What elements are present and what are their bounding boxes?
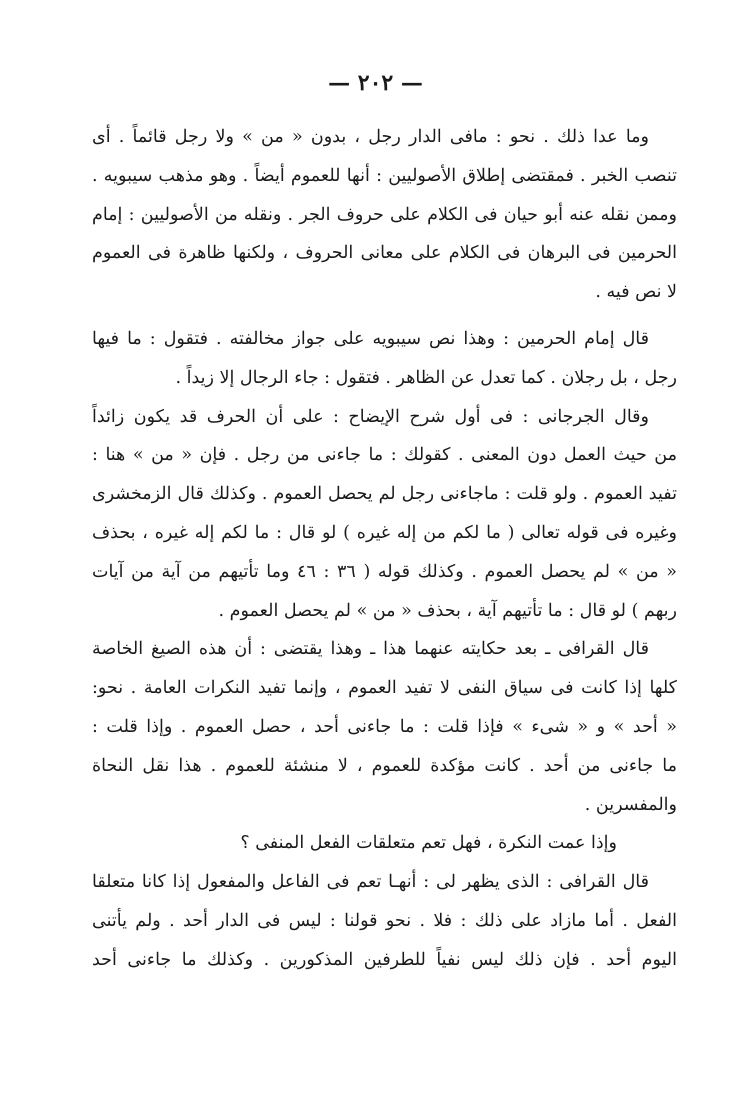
body-text: [92, 118, 677, 980]
text-line: تنصب الخبر . فمقتضى إطلاق الأصوليين : أنها للعموم أيضاً . وهو مذهب سيبويه .: [92, 165, 677, 186]
text-line: لا نص فيه .: [595, 282, 677, 303]
text-line: وممن نقله عنه أبو حيان فى الكلام على حروف الجر . ونقله من الأصوليين : إمام: [92, 204, 677, 225]
text-line: الفعل . أما مازاد على ذلك : فلا . نحو قولنا : ليس فى الدار أحد . ولم يأتنى: [92, 910, 677, 931]
text-line: قال القرافى ـ بعد حكايته عنهما هذا ـ وهذا يقتضى : أن هذه الصيغ الخاصة: [92, 639, 649, 660]
text-line: اليوم أحد . فإن ذلك ليس نفياً للطرفين المذكورين . وكذلك ما جاءنى أحد: [92, 949, 677, 970]
text-line: من حيث العمل دون المعنى . كقولك : ما جاءنى من رجل . فإن « من » هنا :: [92, 445, 677, 466]
text-line: الحرمين فى البرهان فى الكلام على معانى الحروف ، ولكنها ظاهرة فى العموم: [92, 243, 677, 264]
text-line: وإذا عمت النكرة ، فهل تعم متعلقات الفعل المنفى ؟: [240, 833, 617, 854]
text-line: وغيره فى قوله تعالى ( ما لكم من إله غيره ) لو قال : ما لكم إله غيره ، بحذف: [92, 522, 677, 543]
text-line: كلها إذا كانت فى سياق النفى لا تفيد العموم ، وإنما تفيد النكرات العامة . نحو:: [92, 678, 677, 699]
text-line: « أحد » و « شىء » فإذا قلت : ما جاءنى أحد ، حصل العموم . وإذا قلت :: [92, 716, 677, 737]
text-line: قال إمام الحرمين : وهذا نص سيبويه على جواز مخالفته . فتقول : ما فيها: [92, 328, 649, 349]
text-line: والمفسرين .: [584, 794, 677, 815]
text-line: ما جاءنى من أحد . كانت مؤكدة للعموم ، لا منشئة للعموم . هذا نقل النحاة: [92, 755, 677, 776]
text-line: تفيد العموم . ولو قلت : ماجاءنى رجل لم يحصل العموم . وكذلك قال الزمخشرى: [92, 484, 677, 505]
text-line: رجل ، بل رجلان . كما تعدل عن الظاهر . فتقول : جاء الرجال إلا زيداً .: [175, 367, 677, 388]
text-line: وما عدا ذلك . نحو : مافى الدار رجل ، بدون « من » ولا رجل قائماً . أى: [92, 127, 649, 147]
page-number: — ٢٠٢ —: [328, 70, 423, 96]
text-line: « من » لم يحصل العموم . وكذلك قوله ( ٣٦ : ٤٦ وما تأتيهم من آية من آيات: [92, 561, 677, 582]
text-line: ربهم ) لو قال : ما تأتيهم آية ، بحذف « من » لم يحصل العموم .: [218, 600, 677, 621]
text-line: قال القرافى : الذى يظهر لى : أنهـا تعم فى الفاعل والمفعول إذا كانا متعلقا: [92, 872, 649, 893]
text-line: وقال الجرجانى : فى أول شرح الإيضاح : على أن الحرف قد يكون زائداً: [92, 406, 649, 427]
